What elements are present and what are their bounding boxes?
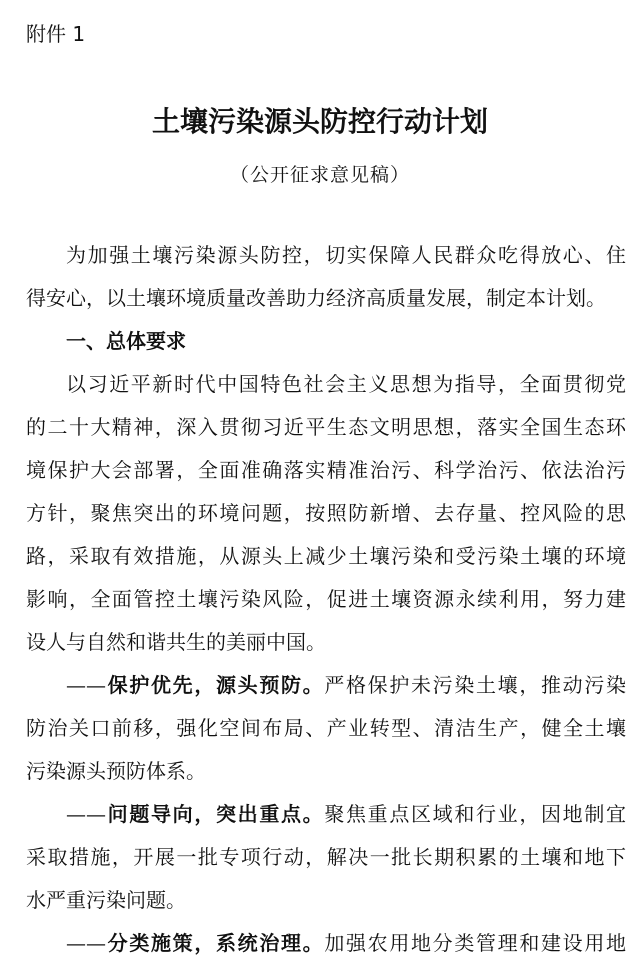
intro-line-1: 为加强土壤污染源头防控，切实保障人民群众吃得放心、住 <box>66 243 626 267</box>
section1-line-7: 设人与自然和谐共生的美丽中国。 <box>26 630 326 654</box>
principle-3-text: 加强农用地分类管理和建设用地 <box>324 931 627 955</box>
principle-2-line-3: 水严重污染问题。 <box>26 888 186 912</box>
principle-3-dash: —— <box>66 931 106 955</box>
section1-line-5: 路，采取有效措施，从源头上减少土壤污染和受污染土壤的环境 <box>26 544 626 568</box>
principle-3-heading: 分类施策，系统治理。 <box>106 931 325 955</box>
document-title: 土壤污染源头防控行动计划 <box>151 105 488 138</box>
intro-line-2: 得安心，以土壤环境质量改善助力经济高质量发展，制定本计划。 <box>26 286 606 310</box>
section1-line-6: 影响，全面管控土壤污染风险，促进土壤资源永续利用，努力建 <box>26 587 626 611</box>
principle-2-heading: 问题导向，突出重点。 <box>106 802 325 826</box>
section1-line-2: 的二十大精神，深入贯彻习近平生态文明思想，落实全国生态环 <box>26 415 626 439</box>
principle-2-text: 聚焦重点区域和行业，因地制宜 <box>324 802 627 826</box>
principle-3-line-1 <box>26 922 626 965</box>
section1-line-1: 以习近平新时代中国特色社会主义思想为指导，全面贯彻党 <box>66 372 626 396</box>
section1-line-3: 境保护大会部署，全面准确落实精准治污、科学治污、依法治污 <box>26 458 626 482</box>
principle-1-text: 严格保护未污染土壤，推动污染 <box>324 673 627 697</box>
document-body <box>26 234 626 965</box>
principle-1-line-2: 防治关口前移，强化空间布局、产业转型、清洁生产，健全土壤 <box>26 716 626 740</box>
principle-2-line-2: 采取措施，开展一批专项行动，解决一批长期积累的土壤和地下 <box>26 845 626 869</box>
principle-2-dash: —— <box>66 802 106 826</box>
section1-line-4: 方针，聚焦突出的环境问题，按照防新增、去存量、控风险的思 <box>26 501 626 525</box>
document-subtitle: （公开征求意见稿） <box>229 164 410 186</box>
section-heading-general-requirements: 一、总体要求 <box>66 329 186 353</box>
principle-1-line-1 <box>26 664 626 707</box>
principle-2-line-1 <box>26 793 626 836</box>
principle-1-heading: 保护优先，源头预防。 <box>106 673 325 697</box>
attachment-label: 附件 1 <box>26 22 86 46</box>
principle-1-dash: —— <box>66 673 106 697</box>
principle-1-line-3: 污染源头预防体系。 <box>26 759 206 783</box>
